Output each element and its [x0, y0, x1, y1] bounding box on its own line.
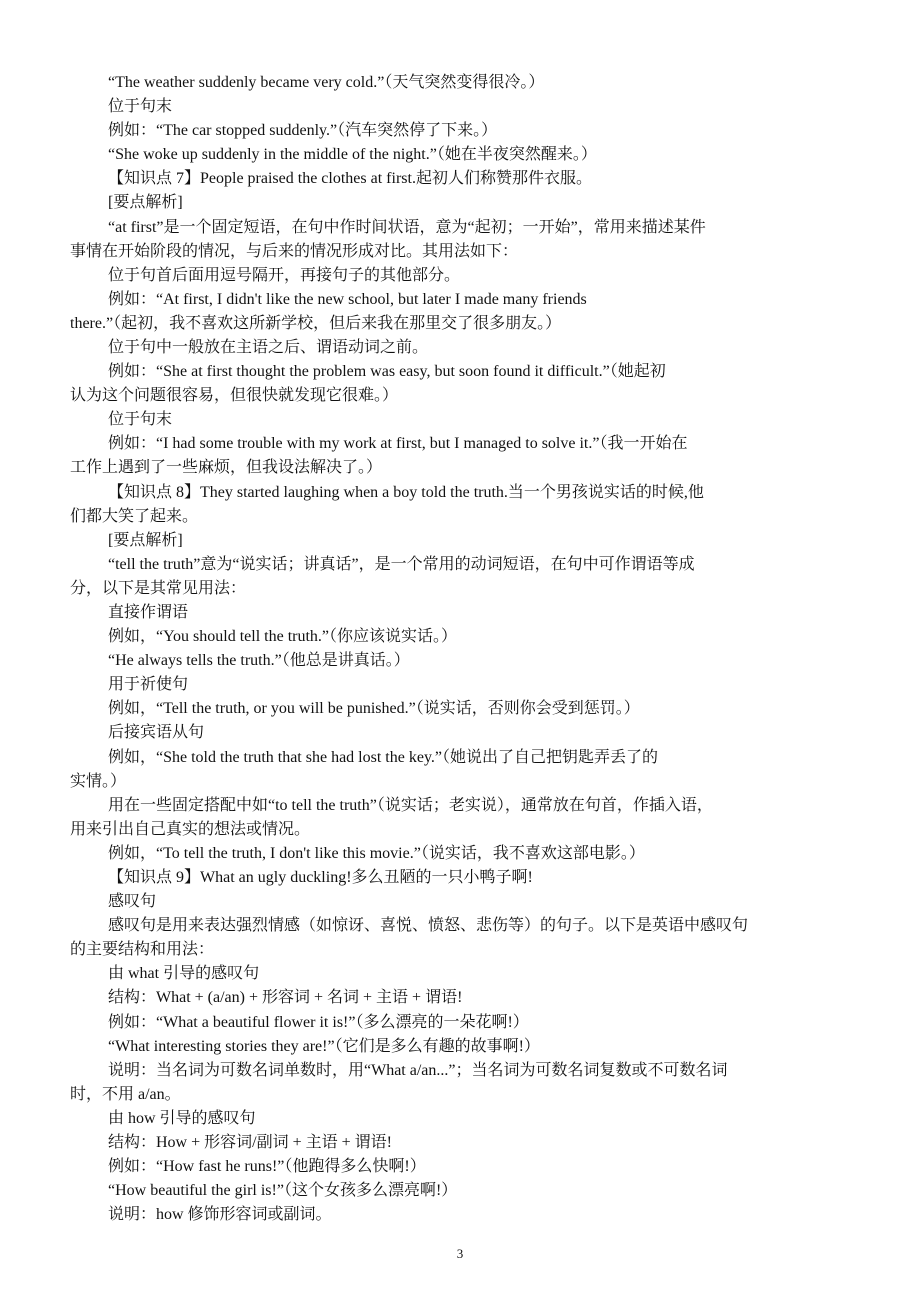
text-line: 例如，“You should tell the truth.”（你应该说实话。）	[108, 628, 458, 646]
text-line: 例如：“How fast he runs!”（他跑得多么快啊!）	[108, 1158, 426, 1176]
text-line: 后接宾语从句	[108, 724, 205, 742]
text-line: 位于句中一般放在主语之后、谓语动词之前。	[108, 338, 429, 356]
text-line: 实情。）	[70, 772, 127, 790]
page-number: 3	[456, 1246, 464, 1261]
text-line: 用在一些固定搭配中如“to tell the truth”（说实话；老实说），通常放在句首，作插入语，	[108, 796, 713, 814]
text-line: 例如：“She at first thought the problem was easy, but soon found it difficult.”（她起初	[108, 363, 666, 381]
text-line: “How beautiful the girl is!”（这个女孩多么漂亮啊!）	[108, 1182, 458, 1200]
text-line: 感叹句是用来表达强烈情感（如惊讶、喜悦、愤怒、悲伤等）的句子。以下是英语中感叹句	[108, 917, 749, 935]
text-line: “She woke up suddenly in the middle of the night.”（她在半夜突然醒来。）	[108, 146, 597, 164]
text-line: “He always tells the truth.”（他总是讲真话。）	[108, 652, 410, 670]
text-line: 例如：“The car stopped suddenly.”（汽车突然停了下来。）	[108, 122, 498, 140]
text-line: 认为这个问题很容易，但很快就发现它很难。）	[70, 387, 399, 405]
text-line: 例如：“What a beautiful flower it is!”（多么漂亮的一朵花啊!）	[108, 1013, 529, 1031]
text-line: 工作上遇到了一些麻烦，但我设法解决了。）	[70, 459, 383, 477]
text-line: 用来引出自己真实的想法或情况。	[70, 820, 311, 838]
text-line: “tell the truth”意为“说实话；讲真话”，是一个常用的动词短语，在句中可作谓语等成	[108, 555, 695, 573]
text-line: 结构：What + (a/an) + 形容词 + 名词 + 主语 + 谓语!	[108, 989, 463, 1007]
text-line: 事情在开始阶段的情况，与后来的情况形成对比。其用法如下：	[70, 242, 519, 260]
text-line: 位于句首后面用逗号隔开，再接句子的其他部分。	[108, 266, 461, 284]
text-line: 由 what 引导的感叹句	[108, 965, 260, 983]
text-line: “The weather suddenly became very cold.”（天气突然变得很冷。）	[108, 74, 545, 91]
text-line: 例如：“I had some trouble with my work at first, but I managed to solve it.”（我一开始在	[108, 435, 688, 453]
text-line: 结构：How + 形容词/副词 + 主语 + 谓语!	[108, 1133, 392, 1151]
text-line: 用于祈使句	[108, 676, 189, 694]
text-line: 例如，“To tell the truth, I don't like this movie.”（说实话，我不喜欢这部电影。）	[108, 844, 645, 862]
text-line: “What interesting stories they are!”（它们是多么有趣的故事啊!）	[108, 1037, 540, 1055]
text-line: 位于句末	[108, 98, 173, 116]
text-line: 时，不用 a/an。	[70, 1085, 181, 1103]
text-line: [要点解析]	[108, 194, 183, 212]
text-line: [要点解析]	[108, 531, 183, 549]
text-line: “at first”是一个固定短语，在句中作时间状语，意为“起初；一开始”，常用来描述某件	[108, 218, 706, 236]
text-line: 们都大笑了起来。	[70, 507, 199, 525]
text-line: 直接作谓语	[108, 603, 189, 621]
text-line: 分，以下是其常见用法：	[70, 579, 247, 597]
text-line: 的主要结构和用法：	[70, 941, 215, 959]
text-line: 【知识点 8】They started laughing when a boy told the truth.当一个男孩说实话的时候,他	[108, 483, 704, 501]
text-line: 由 how 引导的感叹句	[108, 1109, 256, 1127]
text-line: 位于句末	[108, 411, 173, 429]
text-line: 【知识点 9】What an ugly duckling!多么丑陋的一只小鸭子啊!	[108, 868, 533, 886]
text-line: 说明：当名词为可数名词单数时，用“What a/an...”；当名词为可数名词复数或不可数名词	[108, 1061, 728, 1079]
text-line: 例如，“She told the truth that she had lost the key.”（她说出了自己把钥匙弄丢了的	[108, 748, 659, 766]
text-line: 感叹句	[108, 893, 157, 911]
text-line: 例如：“At first, I didn't like the new school, but later I made many friends	[108, 290, 587, 308]
text-line: there.”（起初，我不喜欢这所新学校，但后来我在那里交了很多朋友。）	[70, 314, 562, 332]
text-line: 【知识点 7】People praised the clothes at first.起初人们称赞那件衣服。	[108, 170, 592, 188]
text-line: 说明：how 修饰形容词或副词。	[108, 1206, 332, 1224]
text-line: 例如，“Tell the truth, or you will be punished.”（说实话，否则你会受到惩罚。）	[108, 700, 640, 718]
